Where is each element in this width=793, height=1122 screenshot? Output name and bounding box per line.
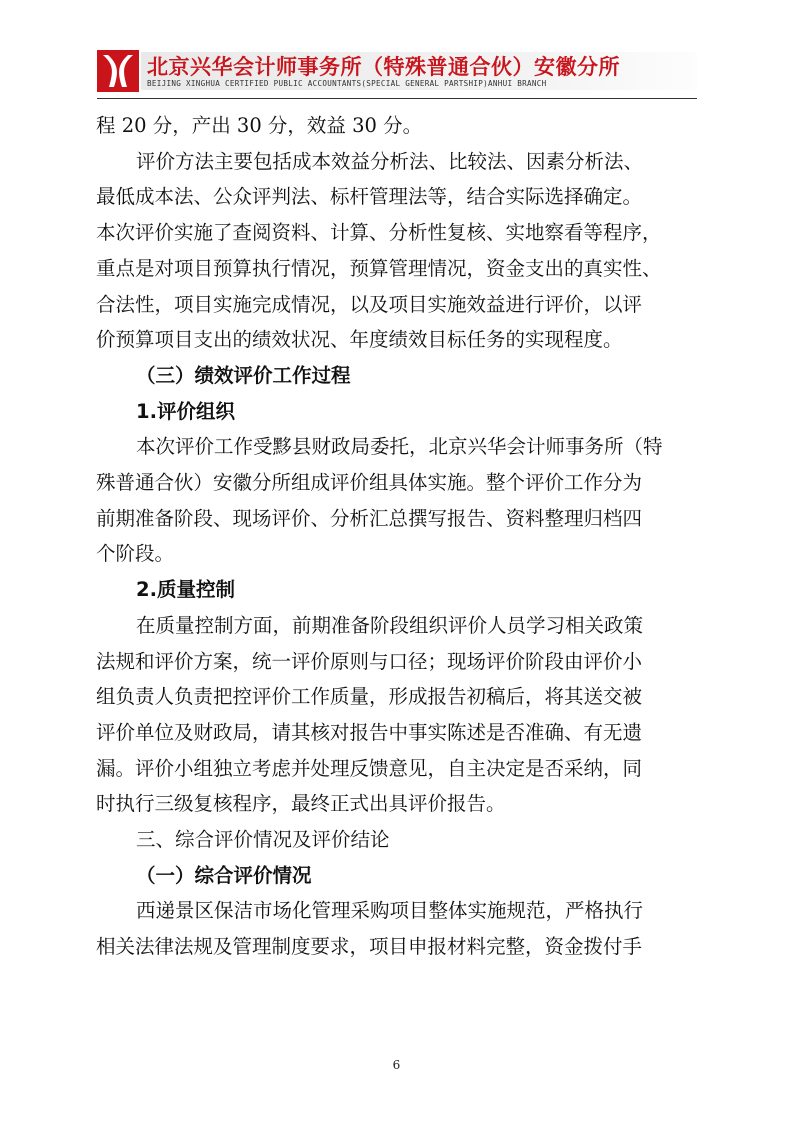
- body-line: 殊普通合伙）安徽分所组成评价组具体实施。整个评价工作分为: [96, 471, 643, 495]
- body-line: 漏。评价小组独立考虑并处理反馈意见，自主决定是否采纳，同: [96, 756, 643, 780]
- body-line: 评价方法主要包括成本效益分析法、比较法、因素分析法、: [136, 149, 644, 173]
- body-line: 最低成本法、公众评判法、标杆管理法等，结合实际选择确定。: [96, 185, 643, 209]
- body-line: 评价单位及财政局，请其核对报告中事实陈述是否准确、有无遗: [96, 720, 643, 744]
- section-heading: （三）绩效评价工作过程: [136, 363, 351, 387]
- subsection-heading: 1.评价组织: [136, 399, 235, 423]
- body-line: 本次评价工作受黟县财政局委托，北京兴华会计师事务所（特: [136, 435, 663, 459]
- org-name-english: BEIJING XINGHUA CERTIFIED PUBLIC ACCOUNTANTS(SPECIAL GENERAL PARTSHIP)ANHUI BRANCH: [147, 79, 547, 88]
- body-line: 合法性，项目实施完成情况，以及项目实施效益进行评价，以评: [96, 292, 643, 316]
- chapter-heading: 三、综合评价情况及评价结论: [136, 828, 390, 852]
- body-line: 在质量控制方面，前期准备阶段组织评价人员学习相关政策: [136, 613, 644, 637]
- body-line: 个阶段。: [96, 542, 175, 566]
- body-line: 相关法律法规及管理制度要求，项目申报材料完整，资金拨付手: [96, 935, 643, 959]
- body-line: 前期准备阶段、现场评价、分析汇总撰写报告、资料整理归档四: [96, 506, 643, 530]
- letterhead: [97, 48, 697, 96]
- xinghua-logo-icon: [97, 50, 139, 92]
- subsection-heading: 2.质量控制: [136, 578, 235, 602]
- body-line: 价预算项目支出的绩效状况、年度绩效目标任务的实现程度。: [96, 328, 623, 352]
- body-line: 时执行三级复核程序，最终正式出具评价报告。: [96, 792, 506, 816]
- body-line: 组负责人负责把控评价工作质量，形成报告初稿后，将其送交被: [96, 685, 643, 709]
- body-line: 本次评价实施了查阅资料、计算、分析性复核、实地察看等程序，: [96, 221, 662, 245]
- page-number: 6: [392, 1058, 401, 1072]
- document-body: [96, 108, 700, 965]
- body-line: 程 20 分，产出 30 分，效益 30 分。: [96, 114, 423, 137]
- section-heading: （一）综合评价情况: [136, 863, 312, 887]
- body-line: 重点是对项目预算执行情况，预算管理情况，资金支出的真实性、: [96, 256, 662, 280]
- org-name: 北京兴华会计师事务所（特殊普通合伙）安徽分所: [147, 55, 620, 79]
- body-line: 西递景区保洁市场化管理采购项目整体实施规范，严格执行: [136, 899, 644, 923]
- body-line: 法规和评价方案，统一评价原则与口径；现场评价阶段由评价小: [96, 649, 643, 673]
- header-rule: [97, 98, 697, 99]
